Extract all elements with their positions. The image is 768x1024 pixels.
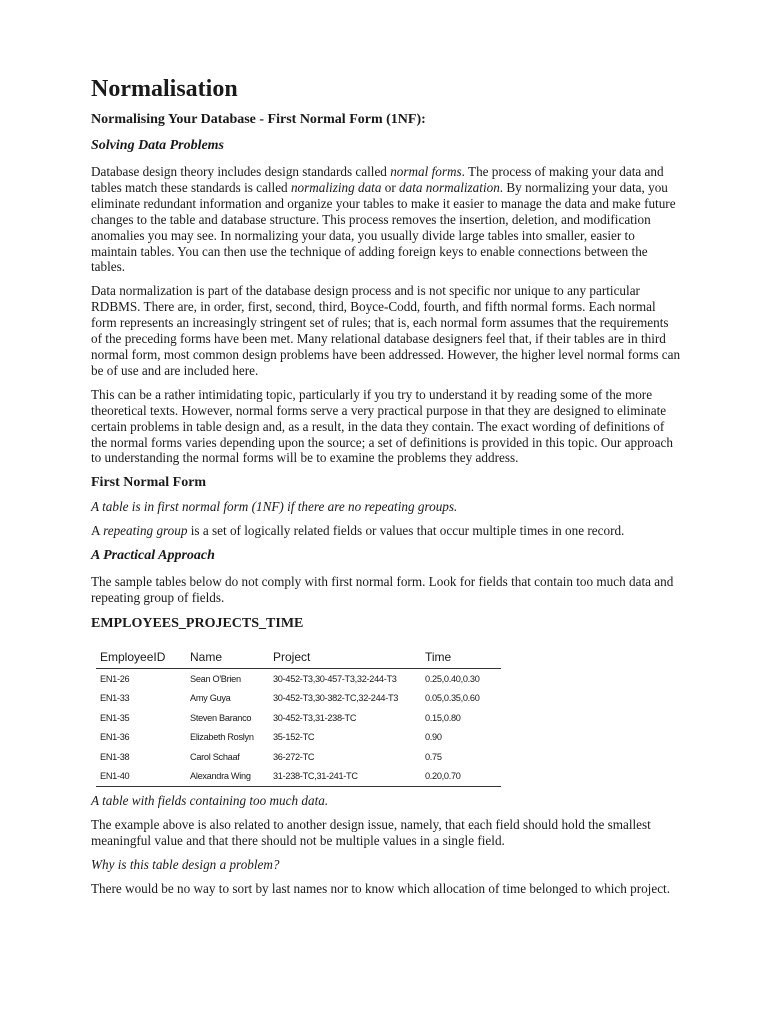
cell-project: 30-452-T3,31-238-TC	[273, 712, 357, 723]
cell-employee-id: EN1-33	[100, 693, 130, 704]
cell-name: Steven Baranco	[190, 712, 252, 723]
column-header: EmployeeID	[96, 646, 186, 669]
term-repeating-group: repeating group	[103, 523, 188, 539]
cell-project: 31-238-TC,31-241-TC	[269, 766, 421, 786]
term-normal-forms: normal forms	[390, 164, 462, 179]
cell-project: 35-152-TC	[273, 732, 315, 743]
definition-1nf: A table is in first normal form (1NF) if there are no repeating groups.	[91, 499, 458, 515]
cell-name: Alexandra Wing	[186, 766, 269, 786]
cell-time: 0.75	[425, 751, 442, 762]
paragraph-repeating-group: A repeating group is a set of logically related fields or values that occur multiple times in one record.	[91, 523, 625, 539]
table-row	[96, 747, 501, 767]
cell-project: 30-452-T3,30-382-TC,32-244-T3	[273, 693, 399, 704]
cell-time: 0.90	[425, 732, 442, 743]
cell-time: 0.05,0.35,0.60	[425, 693, 480, 704]
column-header: Project	[269, 646, 421, 669]
section-heading-practical: A Practical Approach	[91, 548, 215, 564]
page-title: Normalisation	[91, 76, 238, 102]
subtitle: Normalising Your Database - First Normal Form (1NF):	[91, 112, 426, 127]
paragraph-answer: There would be no way to sort by last names nor to know which allocation of time belonged to which project.	[91, 880, 671, 896]
table-row	[96, 668, 501, 688]
cell-time: 0.20,0.70	[421, 766, 501, 786]
term-normalizing-data: normalizing data	[290, 179, 382, 195]
table-row	[96, 766, 501, 786]
table-row	[96, 708, 501, 728]
cell-employee-id: EN1-35	[100, 712, 130, 723]
cell-name: Sean O'Brien	[190, 673, 241, 684]
table-row	[96, 727, 501, 747]
document-page	[91, 74, 681, 904]
term-data-normalization: data normalization	[399, 179, 500, 195]
cell-project: 36-272-TC	[273, 751, 315, 762]
cell-time: 0.15,0.80	[425, 712, 461, 723]
table-header-row	[96, 646, 501, 669]
paragraph-intro: Database design theory includes design standards called normal forms. The process of making your data and tables match these standards is called normalizing data or data normalization. By normalizing your data, you eliminate redundant information and organize your tables to make it easier to manage the data and make future changes to the table and database structure. This process removes the insertion, deletion, and modification anomalies you may see. In normalizing your data, you usually divide large tables into smaller, easier to maintain tables. You can then use the technique of adding foreign keys to enable connections between the tables.	[91, 164, 676, 275]
paragraph-normal-forms: Data normalization is part of the database design process and is not specific nor unique to any particular RDBMS. There are, in order, first, second, third, Boyce-Codd, fourth, and fifth normal forms. Each normal form represents an increasingly stringent set of rules; that is, each normal form assumes that the requirements of the preceding forms have been met. Many relational database designers feel that, if their tables are in third normal form, most common design problems have been addressed. However, the higher level normal forms can be of use and are included here.	[91, 283, 681, 378]
cell-project: 30-452-T3,30-457-T3,32-244-T3	[273, 673, 397, 684]
section-heading-solving: Solving Data Problems	[91, 138, 225, 153]
paragraph-sample-tables: The sample tables below do not comply with first normal form. Look for fields that contain too much data and repeating group of fields.	[91, 574, 674, 606]
section-heading-first-normal-form: First Normal Form	[91, 475, 207, 491]
table-row	[96, 688, 501, 708]
column-header: Name	[186, 646, 269, 669]
cell-employee-id: EN1-36	[100, 732, 130, 743]
cell-employee-id: EN1-38	[100, 751, 130, 762]
table-title: EMPLOYEES_PROJECTS_TIME	[91, 615, 304, 631]
cell-employee-id: EN1-26	[100, 673, 130, 684]
paragraph-intimidating: This can be a rather intimidating topic, particularly if you try to understand it by reading some of the more theoretical texts. However, normal forms serve a very practical purpose in that they are designed to eliminate certain problems in table design and, as a result, in the data they contain. The exact wording of definitions of the normal forms varies depending upon the source; a set of definitions is provided in this topic. Our approach to understanding the normal forms will be to examine the problems they address.	[91, 386, 673, 466]
cell-time: 0.25,0.40,0.30	[425, 673, 480, 684]
cell-employee-id: EN1-40	[96, 766, 186, 786]
cell-name: Carol Schaaf	[190, 751, 240, 762]
cell-name: Amy Guya	[190, 693, 231, 704]
question-why-problem: Why is this table design a problem?	[91, 856, 280, 872]
column-header: Time	[421, 646, 501, 669]
cell-name: Elizabeth Roslyn	[190, 732, 254, 743]
paragraph-design-issue: The example above is also related to another design issue, namely, that each field should hold the smallest meaningful value and that there should not be multiple values in a single field.	[91, 816, 651, 848]
employees-projects-time-table	[96, 646, 501, 787]
table-caption: A table with fields containing too much data.	[91, 792, 329, 808]
